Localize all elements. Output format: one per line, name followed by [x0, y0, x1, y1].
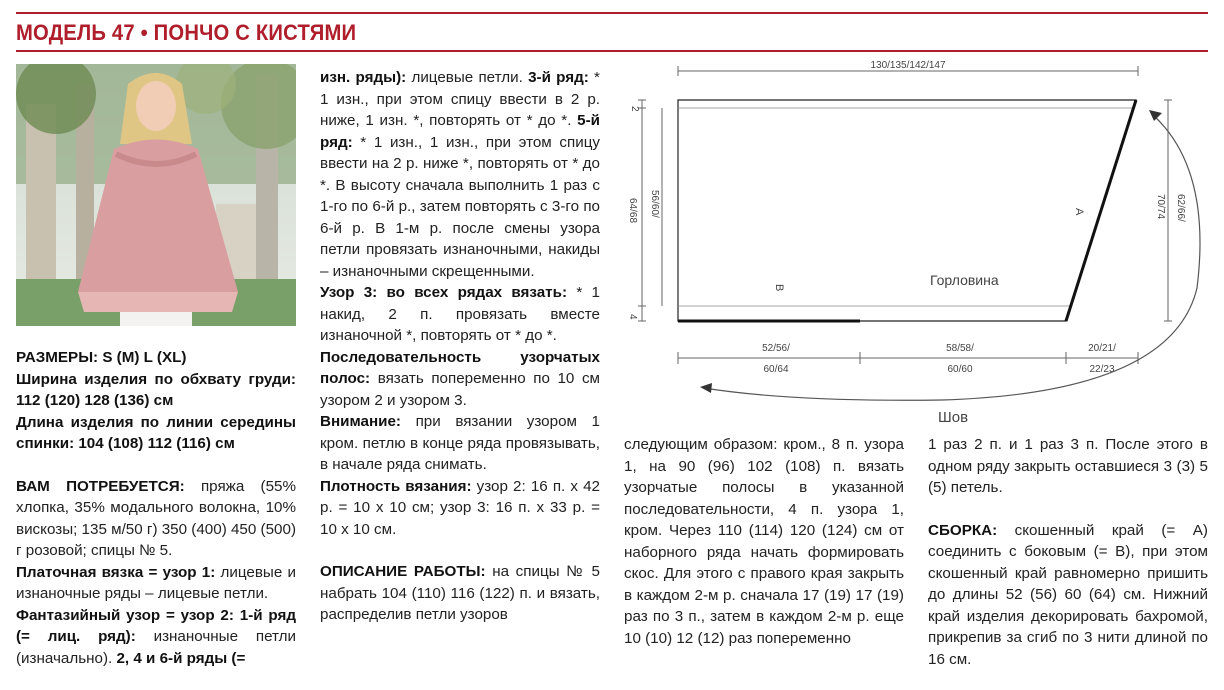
neckline-label: Горловина: [930, 272, 999, 288]
right-height-label-2: 70/74: [1155, 194, 1166, 220]
pattern-2-rows: изн. ряды): лицевые петли. 3-й ряд: * 1 изн., при этом спицу ввести в 2 р. ниже, 1 изн. *, повторять от * до *. 5-й ряд: * 1 изн., 1 изн., при этом спицу ввести на 2 р. ниже *, повторять от * до *. В высоту сначала выполнить 1 раз с 1-го по 6-й р., затем повторять с 3-го по 6-й р. В 1-м р. после смены узора петли провязать изнаночными, накиды – изнаночными скрещенными.: [320, 69, 600, 280]
attention-paragraph: Внимание: при вязании узором 1 кром. петлю в конце ряда провязывать, в начале ряда снимать.: [320, 413, 600, 473]
piece-outline: [678, 100, 1136, 321]
length-line: Длина изделия по линии середины спинки: 104 (108) 112 (116) см: [16, 413, 296, 452]
right-height-label: 62/66/: [1175, 194, 1186, 222]
photo-illustration: [16, 64, 296, 326]
pattern-2-paragraph: Фантазийный узор = узор 2: 1-й ряд (= лиц. ряд): изнаночные петли (изначально). 2, 4 и 6-й ряды (=: [16, 606, 296, 667]
sizes-heading: РАЗМЕРЫ: S (M) L (XL): [16, 349, 187, 366]
stripes-paragraph: Последовательность узорчатых полос: вязать попеременно по 10 см узором 2 и узором 3.: [320, 348, 600, 409]
column-4: [928, 434, 1208, 670]
title-underline: [16, 50, 1208, 52]
top-width-label: 130/135/142/147: [870, 60, 946, 71]
finish-paragraph: 1 раз 2 п. и 1 раз 3 п. После этого в одном ряду закрыть оставшиеся 3 (3) 5 (5) петель.: [928, 436, 1208, 496]
description-continued: следующим образом: кром., 8 п. узора 1, на 90 (96) 102 (108) п. вязать узорчатые полосы в указанной последовательности, 4 п. узора 1, кром. Через 110 (114) 120 (124) см от наборного ряда начать формировать скос. Для этого с правого края закрыть в каждом 2-м р. сначала 17 (19) 17 (19) раз по 3 п., затем в каждом 2-м р. еще 10 (10) 12 (12) раз попеременно: [624, 436, 904, 647]
gauge-paragraph: Плотность вязания: узор 2: 16 п. х 42 р. = 10 х 10 см; узор 3: 16 п. х 33 р. = 10 х 10 см.: [320, 477, 600, 538]
schematic-diagram: [612, 58, 1212, 430]
materials-paragraph: ВАМ ПОТРЕБУЕТСЯ: пряжа (55% хлопка, 35% модального волокна, 10% вискозы; 135 м/50 г) 350 (400) 450 (500) г розовой; спицы № 5.: [16, 477, 296, 559]
edge-b-label: В: [773, 284, 785, 292]
bottom-3a-label: 20/21/: [1088, 343, 1116, 354]
pattern-3-paragraph: Узор 3: во всех рядах вязать: * 1 накид, 2 п. провязать вместе изнаночной *, повторять от * до *.: [320, 284, 600, 344]
bottom-2a-label: 58/58/: [946, 343, 974, 354]
left-top-label: 2: [629, 106, 640, 112]
bottom-1a-label: 52/56/: [762, 343, 790, 354]
width-line: Ширина изделия по обхвату груди: 112 (120) 128 (136) см: [16, 370, 296, 409]
bottom-3b-label: 22/23: [1089, 364, 1115, 375]
left-height-label-2: 56/60/: [649, 190, 660, 218]
bottom-2b-label: 60/60: [947, 364, 973, 375]
model-photo: [16, 64, 296, 326]
left-height-label: 64/68: [627, 198, 638, 224]
description-paragraph: ОПИСАНИЕ РАБОТЫ: на спицы № 5 набрать 104 (110) 116 (122) п. и вязать, распределив петли узоров: [320, 563, 600, 623]
edge-a-label: А: [1073, 208, 1085, 216]
top-rule: [16, 12, 1208, 14]
column-3: [624, 434, 904, 649]
seam-label: Шов: [938, 409, 969, 426]
bottom-1b-label: 60/64: [763, 364, 789, 375]
column-2: [320, 67, 600, 626]
seam-arrowhead-top: [1149, 110, 1162, 121]
assembly-paragraph: СБОРКА: скошенный край (= А) соединить с боковым (= В), при этом скошенный край равномерно пришить до длины 52 (56) 60 (64) см. Нижний край изделия декорировать бахромой, прикрепив за сгиб по 3 нити длиной по 16 см.: [928, 521, 1208, 668]
column-1: [16, 347, 296, 669]
seam-arrowhead-bottom: [700, 383, 712, 393]
page-title: МОДЕЛЬ 47 • ПОНЧО С КИСТЯМИ: [16, 20, 357, 45]
left-bottom-label: 4: [627, 314, 638, 320]
pattern-1-paragraph: Платочная вязка = узор 1: лицевые и изнаночные ряды – лицевые петли.: [16, 563, 296, 602]
